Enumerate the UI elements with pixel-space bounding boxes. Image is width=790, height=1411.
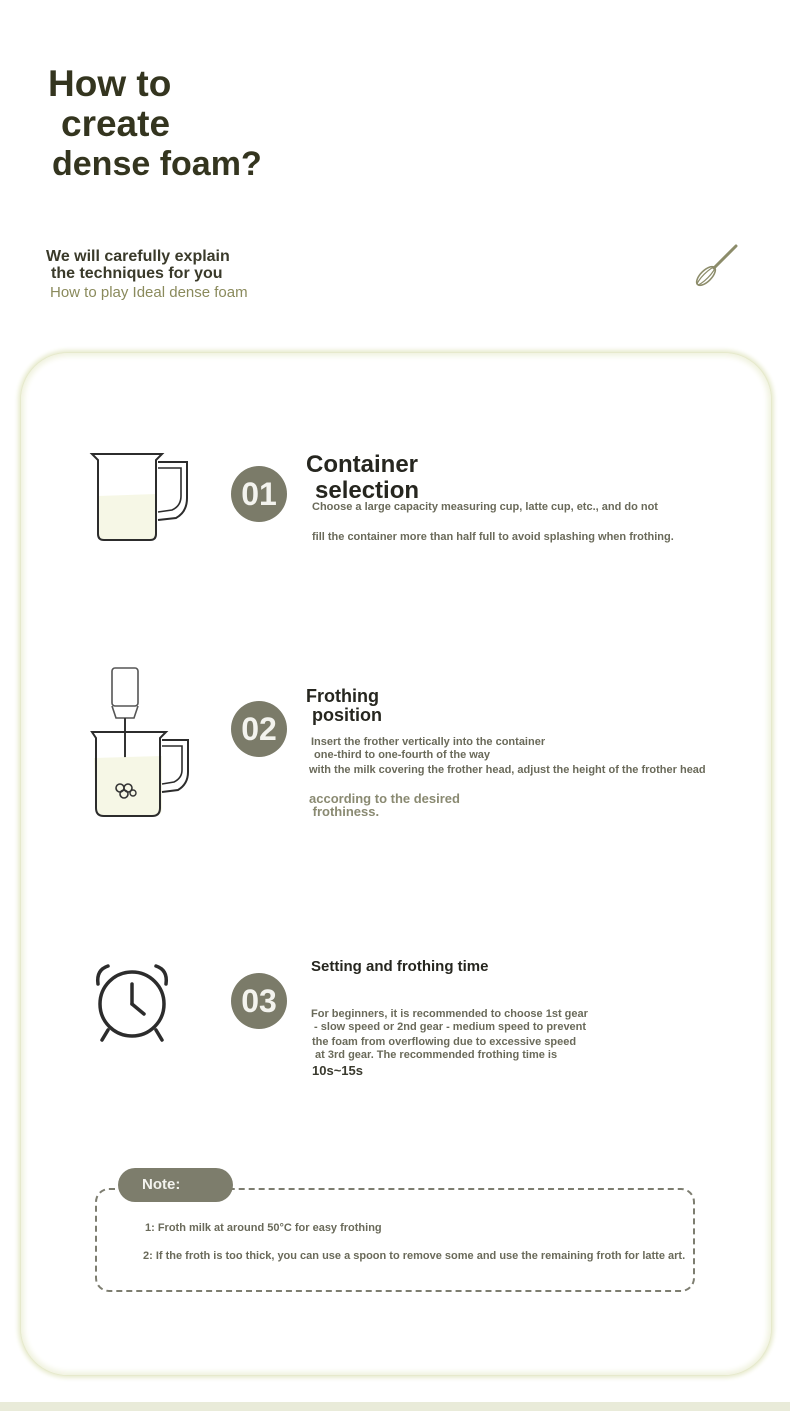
subtitle-line-2: the techniques for you — [51, 265, 223, 282]
step-text-line: frothiness. — [309, 804, 380, 819]
step-text — [311, 736, 545, 762]
step-text — [309, 792, 460, 818]
step-text-line: - slow speed or 2nd gear - medium speed to prevent — [311, 1021, 587, 1033]
step-heading — [306, 452, 419, 504]
bottom-divider — [0, 1402, 790, 1411]
step-heading-line: Container — [306, 451, 419, 478]
step-text — [312, 1036, 576, 1062]
subtitle-line-3: How to play Ideal dense foam — [50, 284, 248, 301]
step-heading-line: Frothing — [306, 686, 379, 706]
step-text: fill the container more than half full to avoid splashing when frothing. — [312, 531, 674, 543]
step-text — [311, 1008, 588, 1034]
note-box — [95, 1188, 695, 1292]
step-text-line: For beginners, it is recommended to choose 1st gear — [311, 1008, 588, 1020]
title-line-1: How to — [48, 63, 172, 104]
title-line-3: dense foam? — [52, 145, 262, 183]
frother-in-cup-icon — [90, 660, 194, 820]
note-item: 1: Froth milk at around 50°C for easy frothing — [145, 1222, 382, 1234]
step-number-badge: 03 — [231, 973, 287, 1029]
step-text-line: one-third to one-fourth of the way — [311, 749, 491, 761]
step-text-line: the foam from overflowing due to excessive speed — [312, 1036, 577, 1048]
subtitle — [46, 248, 248, 301]
step-text-line: Insert the frother vertically into the container — [311, 736, 546, 748]
step-number-badge: 01 — [231, 466, 287, 522]
alarm-clock-icon — [92, 962, 172, 1044]
note-item: 2: If the froth is too thick, you can use a spoon to remove some and use the remaining froth for latte art. — [143, 1250, 686, 1262]
measuring-cup-icon — [90, 452, 190, 544]
step-number-badge: 02 — [231, 701, 287, 757]
frothing-time: 10s~15s — [312, 1063, 363, 1078]
step-heading — [306, 687, 382, 725]
step-heading: Setting and frothing time — [311, 958, 489, 975]
note-label: Note: — [118, 1168, 233, 1202]
page-title — [48, 64, 262, 184]
whisk-icon — [694, 242, 740, 290]
step-heading-line: selection — [315, 477, 420, 504]
step-text-line: at 3rd gear. The recommended frothing time is — [312, 1049, 558, 1061]
step-text-line: according to the desired — [309, 791, 460, 806]
step-heading-line: position — [312, 705, 382, 725]
step-text: with the milk covering the frother head, adjust the height of the frother head — [309, 764, 706, 776]
step-text: Choose a large capacity measuring cup, latte cup, etc., and do not — [312, 501, 658, 513]
title-line-2: create — [61, 103, 171, 144]
subtitle-line-1: We will carefully explain — [46, 248, 230, 265]
